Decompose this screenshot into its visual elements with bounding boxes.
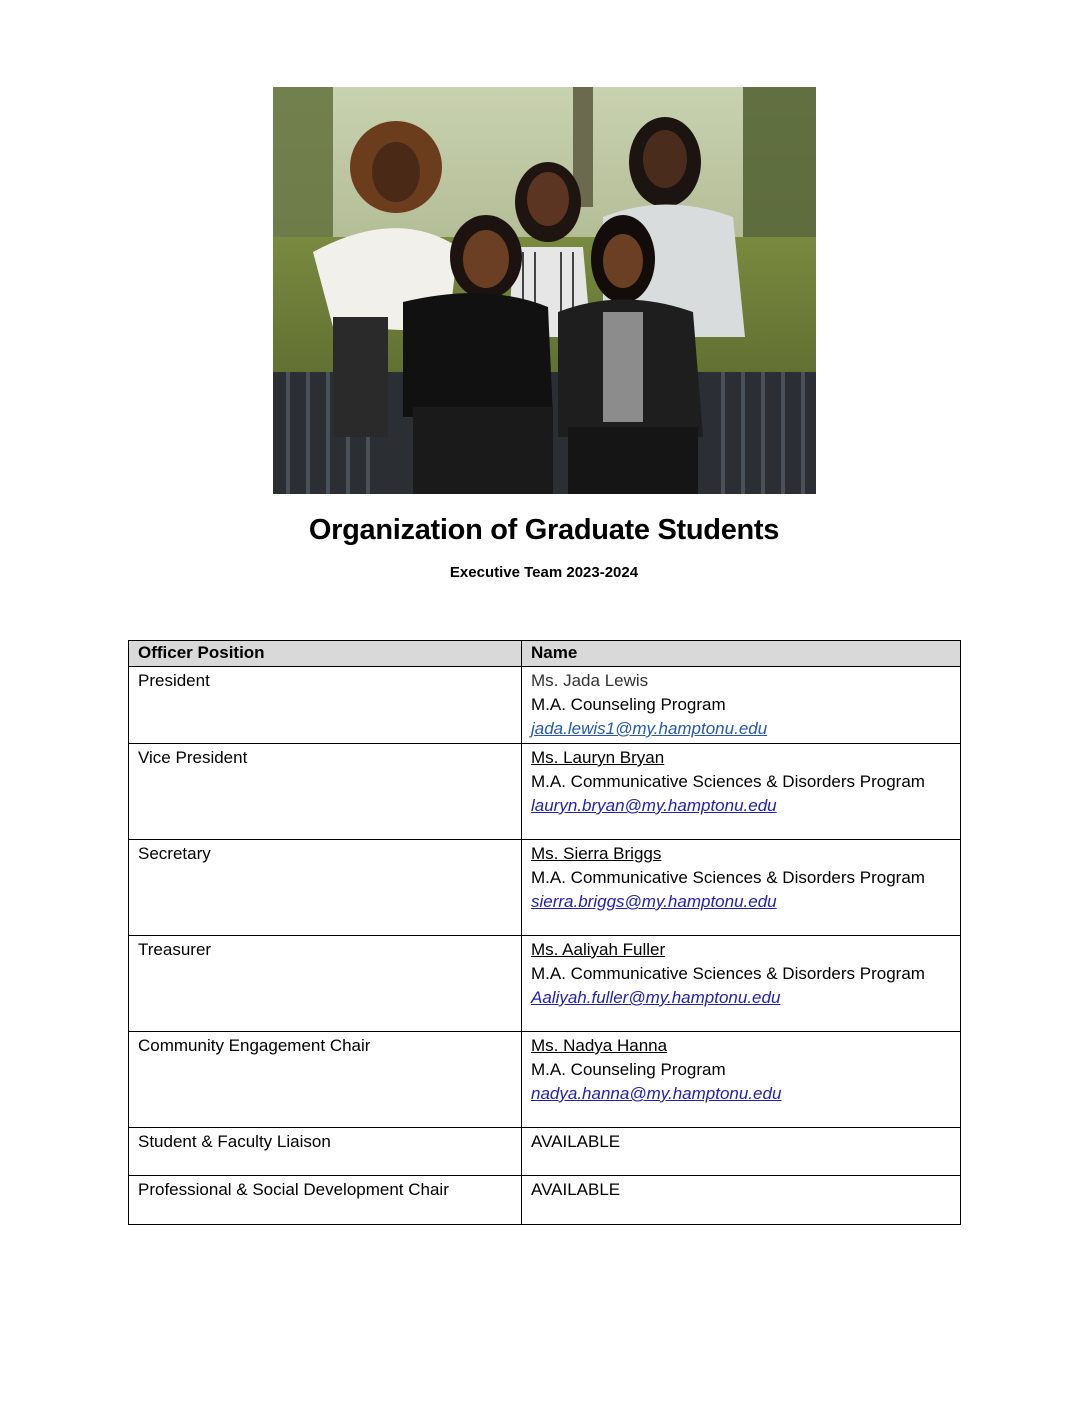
officer-email-link[interactable]: jada.lewis1@my.hamptonu.edu — [531, 719, 768, 738]
officer-details — [522, 667, 961, 744]
officer-name: Ms. Lauryn Bryan — [531, 748, 665, 767]
table-row — [129, 840, 961, 936]
officer-name: Ms. Jada Lewis — [531, 671, 649, 690]
table-row — [129, 744, 961, 840]
officer-position: Vice President — [129, 744, 522, 840]
officer-program: M.A. Counseling Program — [531, 695, 726, 714]
table-row — [129, 667, 961, 744]
officer-position: Treasurer — [129, 936, 522, 1032]
officer-email-link[interactable]: Aaliyah.fuller@my.hamptonu.edu — [531, 988, 781, 1007]
officer-position: Student & Faculty Liaison — [129, 1128, 522, 1176]
officer-name: Ms. Nadya Hanna — [531, 1036, 668, 1055]
officer-table — [128, 640, 961, 1225]
officer-status: AVAILABLE — [522, 1128, 961, 1176]
officer-position: Community Engagement Chair — [129, 1032, 522, 1128]
officer-program: M.A. Communicative Sciences & Disorders Program — [531, 772, 925, 791]
table-row — [129, 1128, 961, 1176]
column-header-name: Name — [522, 641, 961, 667]
officer-details — [522, 936, 961, 1032]
officer-program: M.A. Communicative Sciences & Disorders Program — [531, 868, 925, 887]
page-title: Organization of Graduate Students — [308, 514, 780, 546]
officer-email-link[interactable]: lauryn.bryan@my.hamptonu.edu — [531, 796, 777, 815]
table-row — [129, 1176, 961, 1225]
officer-details — [522, 744, 961, 840]
column-header-position: Officer Position — [129, 641, 522, 667]
officer-name: Ms. Sierra Briggs — [531, 844, 662, 863]
officer-details — [522, 1032, 961, 1128]
officer-position: President — [129, 667, 522, 744]
officer-email-link[interactable]: sierra.briggs@my.hamptonu.edu — [531, 892, 777, 911]
officer-position: Professional & Social Development Chair — [129, 1176, 522, 1225]
table-row — [129, 1032, 961, 1128]
team-photo-illustration — [273, 87, 816, 494]
table-header-row — [129, 641, 961, 667]
officer-email-link[interactable]: nadya.hanna@my.hamptonu.edu — [531, 1084, 782, 1103]
officer-program: M.A. Communicative Sciences & Disorders Program — [531, 964, 925, 983]
officer-details — [522, 840, 961, 936]
officer-name: Ms. Aaliyah Fuller — [531, 940, 666, 959]
officer-program: M.A. Counseling Program — [531, 1060, 726, 1079]
page-subtitle: Executive Team 2023-2024 — [449, 564, 639, 581]
officer-position: Secretary — [129, 840, 522, 936]
team-photo — [273, 87, 816, 494]
officer-status: AVAILABLE — [522, 1176, 961, 1225]
table-row — [129, 936, 961, 1032]
